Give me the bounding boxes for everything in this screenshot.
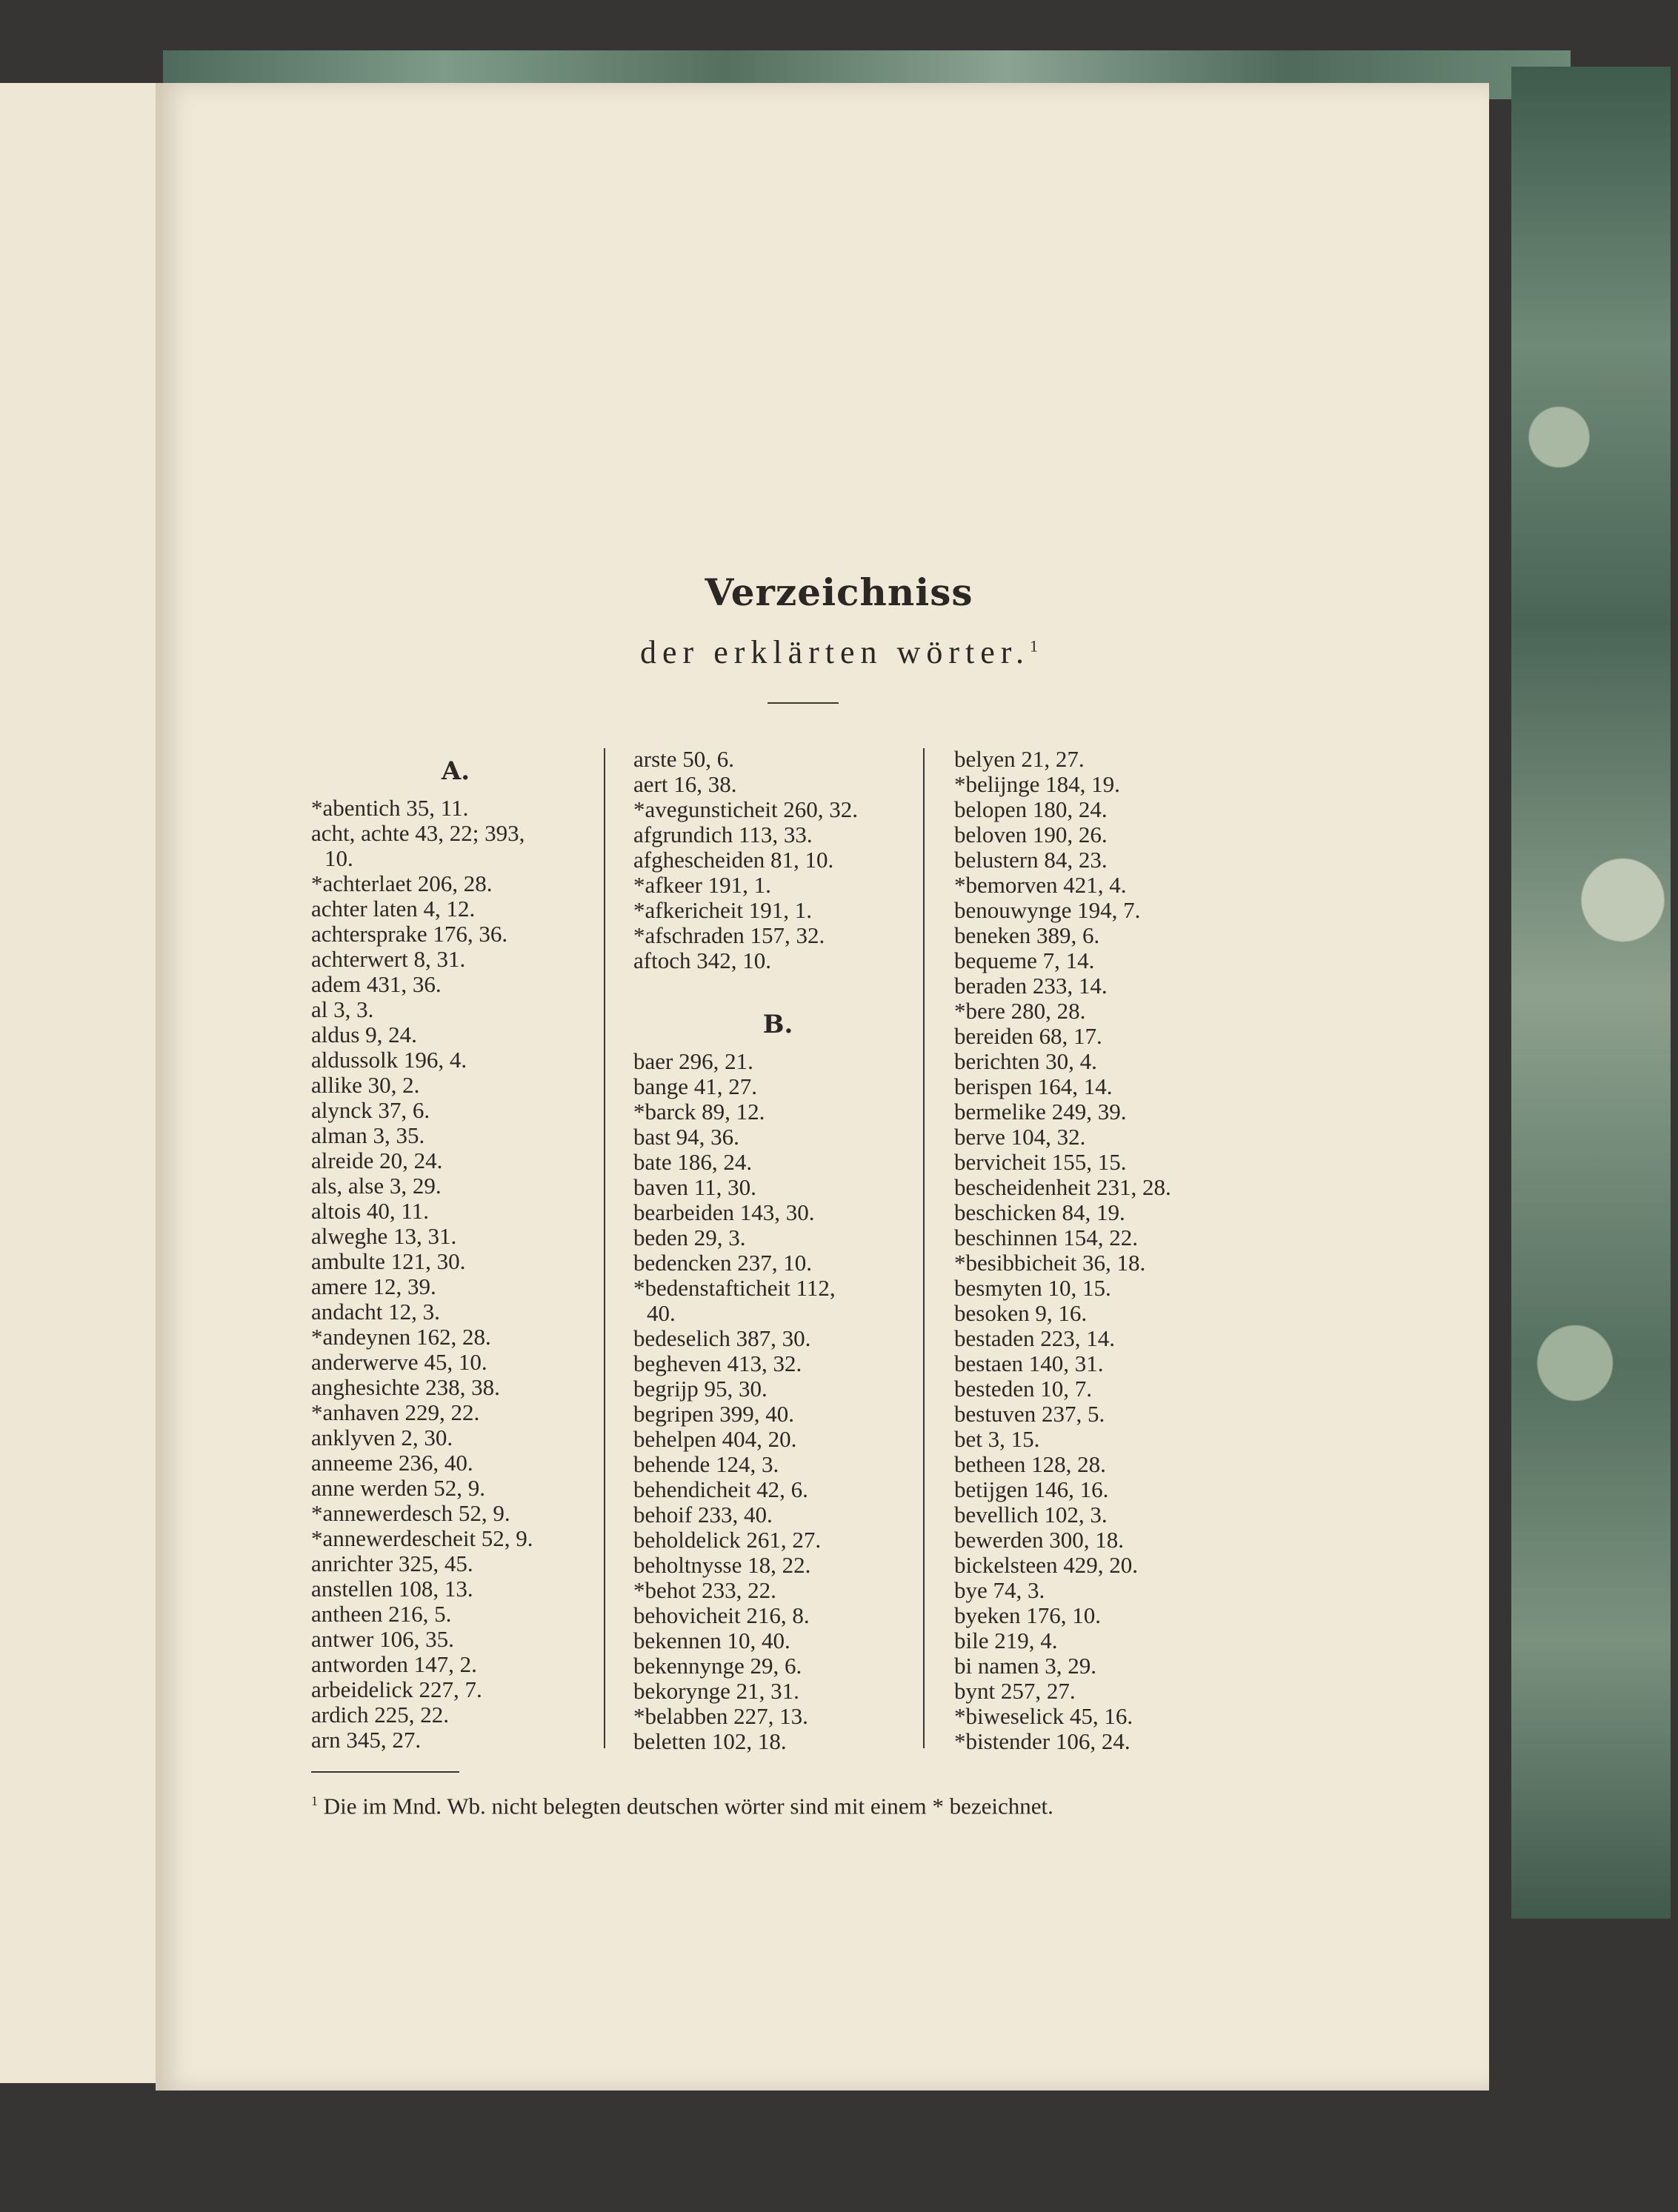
index-entry: bewerden 300, 18. bbox=[954, 1527, 1124, 1553]
index-entry: beschinnen 154, 22. bbox=[954, 1225, 1138, 1250]
index-entry: bescheidenheit 231, 28. bbox=[954, 1174, 1171, 1200]
index-entry: arn 345, 27. bbox=[311, 1727, 422, 1753]
index-entry: baer 296, 21. bbox=[633, 1048, 753, 1074]
index-entry: al 3, 3. bbox=[311, 996, 374, 1022]
index-entry: beholdelick 261, 27. bbox=[633, 1527, 822, 1553]
index-entry: bereiden 68, 17. bbox=[954, 1023, 1102, 1049]
index-entry: bekennynge 29, 6. bbox=[633, 1653, 802, 1679]
index-entry: *bemorven 421, 4. bbox=[954, 872, 1127, 898]
index-entry: anrichter 325, 45. bbox=[311, 1550, 473, 1576]
index-column-1 bbox=[311, 747, 600, 1753]
index-entry: *afschraden 157, 32. bbox=[633, 922, 825, 948]
index-entry: belustern 84, 23. bbox=[954, 847, 1108, 873]
index-entry: achtersprake 176, 36. bbox=[311, 921, 508, 947]
page-title: Verzeichniss bbox=[705, 570, 973, 614]
index-entry: bestaden 223, 14. bbox=[954, 1325, 1115, 1351]
index-entry: bequeme 7, 14. bbox=[954, 947, 1095, 973]
index-entry: anklyven 2, 30. bbox=[311, 1425, 453, 1450]
index-entry: behende 124, 3. bbox=[633, 1451, 779, 1477]
index-entry: betijgen 146, 16. bbox=[954, 1476, 1109, 1502]
index-entry: amere 12, 39. bbox=[311, 1273, 436, 1299]
left-page-edge bbox=[0, 83, 156, 2083]
index-entry: *afkeer 191, 1. bbox=[633, 872, 771, 898]
index-entry: bearbeiden 143, 30. bbox=[633, 1199, 815, 1225]
footnote-reference: 1 bbox=[1029, 636, 1038, 656]
index-entry: anne werden 52, 9. bbox=[311, 1475, 485, 1501]
index-entry: als, alse 3, 29. bbox=[311, 1173, 442, 1199]
index-entry: berve 104, 32. bbox=[954, 1124, 1086, 1150]
index-entry: bermelike 249, 39. bbox=[954, 1099, 1127, 1125]
index-entry: *behot 233, 22. bbox=[633, 1577, 776, 1603]
index-entry: beraden 233, 14. bbox=[954, 973, 1108, 999]
index-entry: beden 29, 3. bbox=[633, 1225, 746, 1250]
index-entry: anghesichte 238, 38. bbox=[311, 1374, 500, 1400]
footnote-rule bbox=[311, 1771, 459, 1773]
index-entry: alynck 37, 6. bbox=[311, 1097, 430, 1123]
index-entry: afghescheiden 81, 10. bbox=[633, 847, 834, 873]
index-entry: beholtnysse 18, 22. bbox=[633, 1552, 811, 1578]
index-entry: *bedenstafticheit 112, bbox=[633, 1275, 836, 1301]
index-entry: baven 11, 30. bbox=[633, 1174, 756, 1200]
index-entry: achterwert 8, 31. bbox=[311, 946, 466, 972]
index-entry: *abentich 35, 11. bbox=[311, 795, 469, 821]
index-entry: benouwynge 194, 7. bbox=[954, 897, 1141, 923]
index-entry: bile 219, 4. bbox=[954, 1628, 1058, 1653]
index-entry: bestaen 140, 31. bbox=[954, 1350, 1104, 1376]
index-entry: afgrundich 113, 33. bbox=[633, 822, 813, 847]
section-gap bbox=[633, 973, 922, 1000]
index-entry: altois 40, 11. bbox=[311, 1198, 430, 1224]
index-entry: *avegunsticheit 260, 32. bbox=[633, 796, 859, 822]
index-entry: bynt 257, 27. bbox=[954, 1678, 1076, 1704]
subtitle-text: der erklärten wörter. bbox=[640, 634, 1030, 670]
index-entry: begheven 413, 32. bbox=[633, 1350, 802, 1376]
index-entry: beneken 389, 6. bbox=[954, 922, 1100, 948]
index-entry: berichten 30, 4. bbox=[954, 1048, 1097, 1074]
index-entry: 40. bbox=[647, 1300, 676, 1326]
index-entry: *barck 89, 12. bbox=[633, 1099, 765, 1125]
index-entry: bi namen 3, 29. bbox=[954, 1653, 1096, 1679]
index-entry: 10. bbox=[324, 845, 353, 871]
index-entry: adem 431, 36. bbox=[311, 971, 442, 997]
index-entry: *biweselick 45, 16. bbox=[954, 1703, 1133, 1729]
index-entry: *annewerdesch 52, 9. bbox=[311, 1500, 510, 1526]
index-entry: aldussolk 196, 4. bbox=[311, 1047, 467, 1073]
index-entry: bast 94, 36. bbox=[633, 1124, 739, 1150]
footnote-text: Die im Mnd. Wb. nicht belegten deutschen wörter sind mit einem * bezeichnet. bbox=[323, 1793, 1053, 1819]
index-entry: byeken 176, 10. bbox=[954, 1602, 1102, 1628]
index-entry: besteden 10, 7. bbox=[954, 1376, 1092, 1402]
index-entry: *belabben 227, 13. bbox=[633, 1703, 808, 1729]
index-entry: bevellich 102, 3. bbox=[954, 1502, 1108, 1528]
index-entry: bedeselich 387, 30. bbox=[633, 1325, 811, 1351]
footnote bbox=[311, 1788, 1230, 1819]
index-entry: *anhaven 229, 22. bbox=[311, 1399, 480, 1425]
index-entry: bye 74, 3. bbox=[954, 1577, 1045, 1603]
index-entry: bickelsteen 429, 20. bbox=[954, 1552, 1138, 1578]
index-entry: belyen 21, 27. bbox=[954, 746, 1085, 772]
index-entry: alman 3, 35. bbox=[311, 1122, 425, 1148]
index-entry: anstellen 108, 13. bbox=[311, 1576, 473, 1602]
index-entry: bedencken 237, 10. bbox=[633, 1250, 813, 1276]
index-entry: besmyten 10, 15. bbox=[954, 1275, 1111, 1301]
index-entry: *bere 280, 28. bbox=[954, 998, 1086, 1024]
index-entry: antheen 216, 5. bbox=[311, 1601, 452, 1627]
index-entry: *annewerdescheit 52, 9. bbox=[311, 1525, 533, 1551]
index-entry: alreide 20, 24. bbox=[311, 1147, 443, 1173]
index-entry: antwer 106, 35. bbox=[311, 1626, 454, 1652]
index-entry: behoif 233, 40. bbox=[633, 1502, 773, 1528]
index-entry: *andeynen 162, 28. bbox=[311, 1324, 491, 1350]
index-entry: ardich 225, 22. bbox=[311, 1702, 449, 1728]
index-entry: antworden 147, 2. bbox=[311, 1651, 477, 1677]
index-entry: behelpen 404, 20. bbox=[633, 1426, 797, 1452]
index-entry: berispen 164, 14. bbox=[954, 1073, 1113, 1099]
index-entry: *besibbicheit 36, 18. bbox=[954, 1250, 1146, 1276]
page-subtitle bbox=[0, 633, 1678, 671]
index-entry: belopen 180, 24. bbox=[954, 796, 1108, 822]
index-entry: beloven 190, 26. bbox=[954, 822, 1108, 847]
index-entry: *achterlaet 206, 28. bbox=[311, 870, 493, 896]
index-entry: bestuven 237, 5. bbox=[954, 1401, 1105, 1427]
index-entry: besoken 9, 16. bbox=[954, 1300, 1088, 1326]
index-entry: anneeme 236, 40. bbox=[311, 1450, 473, 1476]
section-heading-b: B. bbox=[762, 1010, 793, 1039]
index-entry: allike 30, 2. bbox=[311, 1072, 420, 1098]
index-entry: bet 3, 15. bbox=[954, 1426, 1040, 1452]
index-entry: acht, achte 43, 22; 393, bbox=[311, 820, 525, 846]
index-entry: arste 50, 6. bbox=[633, 746, 735, 772]
section-heading-a: A. bbox=[441, 756, 470, 786]
index-entry: bate 186, 24. bbox=[633, 1149, 753, 1175]
index-entry: betheen 128, 28. bbox=[954, 1451, 1106, 1477]
index-entry: bervicheit 155, 15. bbox=[954, 1149, 1127, 1175]
index-entry: bekennen 10, 40. bbox=[633, 1628, 790, 1653]
index-entry: andacht 12, 3. bbox=[311, 1299, 440, 1325]
index-entry: bekorynge 21, 31. bbox=[633, 1678, 799, 1704]
index-entry: ambulte 121, 30. bbox=[311, 1248, 466, 1274]
index-entry: aldus 9, 24. bbox=[311, 1022, 417, 1047]
book-cover-right-edge bbox=[1511, 67, 1671, 1919]
index-entry: achter laten 4, 12. bbox=[311, 896, 476, 922]
index-column-2 bbox=[633, 747, 922, 1754]
index-entry: anderwerve 45, 10. bbox=[311, 1349, 487, 1375]
index-entry: begrijp 95, 30. bbox=[633, 1376, 768, 1402]
index-column-3 bbox=[954, 747, 1243, 1754]
index-entry: beletten 102, 18. bbox=[633, 1728, 787, 1754]
index-entry: arbeidelick 227, 7. bbox=[311, 1676, 482, 1702]
index-entry: *belijnge 184, 19. bbox=[954, 771, 1120, 797]
index-entry: alweghe 13, 31. bbox=[311, 1223, 457, 1249]
index-entry: aert 16, 38. bbox=[633, 771, 737, 797]
index-entry: begripen 399, 40. bbox=[633, 1401, 794, 1427]
index-entry: behovicheit 216, 8. bbox=[633, 1602, 810, 1628]
column-divider-1 bbox=[604, 748, 605, 1748]
title-rule bbox=[768, 702, 839, 704]
column-divider-2 bbox=[923, 748, 925, 1748]
index-entry: beschicken 84, 19. bbox=[954, 1199, 1125, 1225]
index-entry: aftoch 342, 10. bbox=[633, 947, 771, 973]
index-entry: *afkericheit 191, 1. bbox=[633, 897, 813, 923]
index-entry: behendicheit 42, 6. bbox=[633, 1476, 808, 1502]
index-entry: bange 41, 27. bbox=[633, 1073, 758, 1099]
index-entry: *bistender 106, 24. bbox=[954, 1728, 1131, 1754]
footnote-mark: 1 bbox=[311, 1793, 318, 1808]
